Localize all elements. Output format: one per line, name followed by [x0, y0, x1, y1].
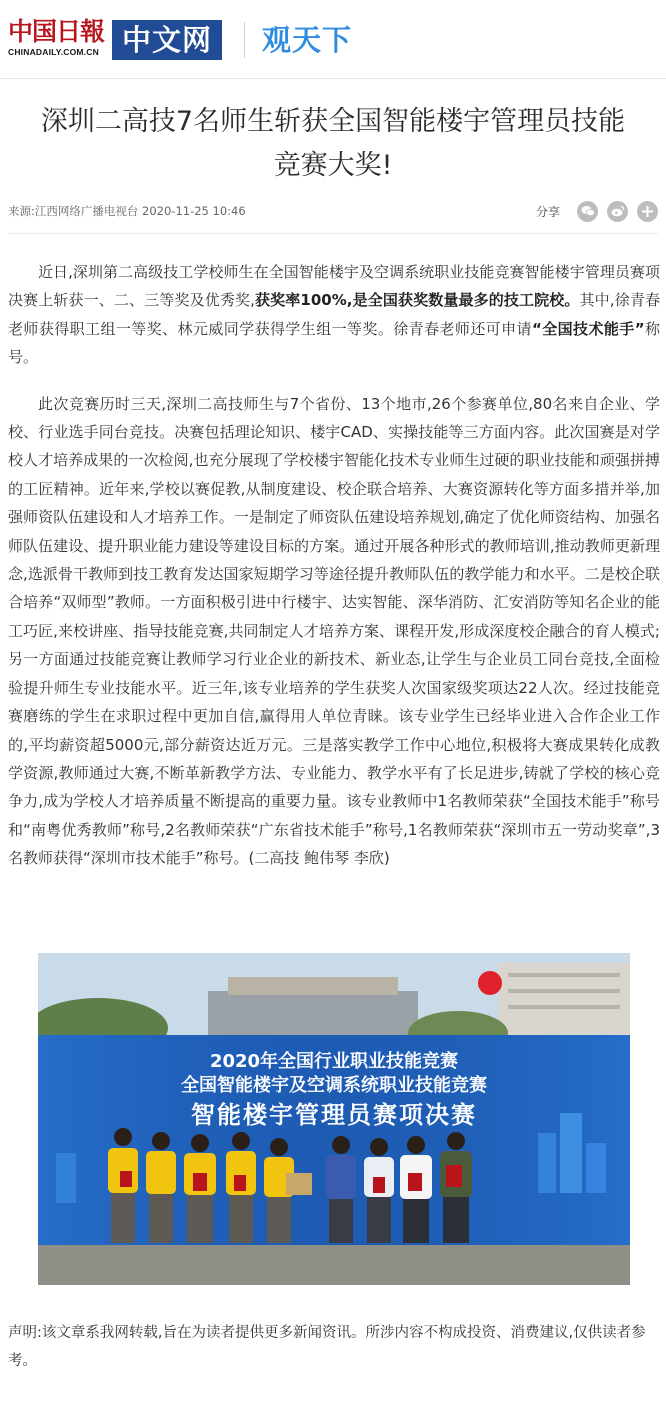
- article-title-line-2: 竞赛大奖!: [273, 150, 393, 181]
- article-paragraph-1: [8, 258, 660, 372]
- section-title[interactable]: 观天下: [262, 23, 353, 57]
- more-share-icon[interactable]: [637, 201, 658, 222]
- article-body: [8, 258, 660, 891]
- article-disclaimer: 声明:该文章系我网转载,旨在为读者提供更多新闻资讯。所涉内容不构成投资、消费建议,仅供读者参考。: [8, 1325, 646, 1369]
- article-meta: [8, 199, 658, 234]
- paragraph-1-text-a: 近日,深圳第二高级技工学校师生在全国智能楼宇及空调系统职业技能竞赛智能楼宇管理员赛项决赛上斩获一、二、三等奖及优秀奖,: [8, 263, 660, 310]
- article-source: 来源:江西网络广播电视台 2020-11-25 10:46: [8, 204, 246, 218]
- photo-banner-line-2: 全国智能楼宇及空调系统职业技能竞赛: [181, 1075, 487, 1096]
- paragraph-1-highlight: 获奖率100%,是全国获奖数量最多的技工院校。: [254, 291, 580, 310]
- paragraph-1-text-e: 称号。: [8, 319, 660, 367]
- photo-banner-line-3: 智能楼宇管理员赛项决赛: [191, 1101, 477, 1129]
- paragraph-1-text-c: 其中,徐青春老师获得职工组一等奖、林元威同学获得学生组一等奖。徐青春老师还可申请: [8, 291, 660, 338]
- chinadaily-logo[interactable]: [8, 18, 108, 60]
- weibo-icon[interactable]: [607, 201, 628, 222]
- article-paragraph-2: 此次竞赛历时三天,深圳二高技师生与7个省份、13个地市,26个参赛单位,80名来自企业、学校、行业选手同台竞技。决赛包括理论知识、楼宇CAD、实操技能等三方面内容。此次国赛是对学校人才培养成果的一次检阅,也充分展现了学校楼宇智能化技术专业师生过硬的职业技能和顽强拼搏的工匠精神。近年来,学校以赛促教,从制度建设、校企联合培养、大赛资源转化等方面多措并举,加强师资队伍建设和人才培养工作。一是制定了师资队伍建设培养规划,确定了优化师资结构、加强名师队伍建设、提升职业能力建设等建设目标的方案。通过开展各种形式的教师培训,推动教师更新理念,选派骨干教师到技工教育发达国家短期学习等途径提升教师队伍的教学能力和水平。二是校企联合培养“双师型”教师。一方面积极引进中行楼宇、达实智能、深华消防、汇安消防等知名企业的能工巧匠,来校讲座、指导技能竞赛,共同制定人才培养方案、课程开发,形成深度校企融合的育人模式;另一方面通过技能竞赛让教师学习行业企业的新技术、新业态,让学生与企业员工同台竞技,全面检验提升师生专业技能水平。近三年,该专业培养的学生获奖人次国家级奖项达22人次。经过技能竞赛磨练的学生在求职过程中更加自信,赢得用人单位青睐。该专业学生已经毕业进入合作企业工作的,平均薪资超5000元,部分薪资达近万元。三是落实教学工作中心地位,积极将大赛成果转化成教学资源,教师通过大赛,不断革新教学方法、专业能力、教学水平有了长足进步,铸就了学校的核心竞争力,成为学校人才培养质量不断提高的重要力量。该专业教师中1名教师荣获“全国技术能手”称号和“南粤优秀教师”称号,2名教师荣获“广东省技术能手”称号,1名教师荣获“深圳市五一劳动奖章”,3名教师获得“深圳市技术能手”称号。(二高技 鲍伟琴 李欣): [8, 394, 660, 868]
- site-header: [0, 0, 666, 79]
- share-bar: [536, 199, 658, 223]
- logo-english-text: CHINADAILY.COM.CN: [8, 47, 99, 57]
- article-title: [0, 100, 666, 188]
- site-logo-chinese-web[interactable]: 中文网: [112, 20, 222, 60]
- share-label: 分享: [535, 204, 560, 219]
- paragraph-1-title-honor: “全国技术能手”: [531, 319, 645, 338]
- header-divider: [244, 22, 245, 58]
- logo-chinese-text: 中国日報: [8, 17, 105, 46]
- article-title-line-1: 深圳二高技7名师生斩获全国智能楼宇管理员技能: [40, 106, 626, 137]
- article-photo: [38, 953, 630, 1285]
- wechat-icon[interactable]: [577, 201, 598, 222]
- photo-banner-line-1: 2020年全国行业职业技能竞赛: [209, 1051, 459, 1072]
